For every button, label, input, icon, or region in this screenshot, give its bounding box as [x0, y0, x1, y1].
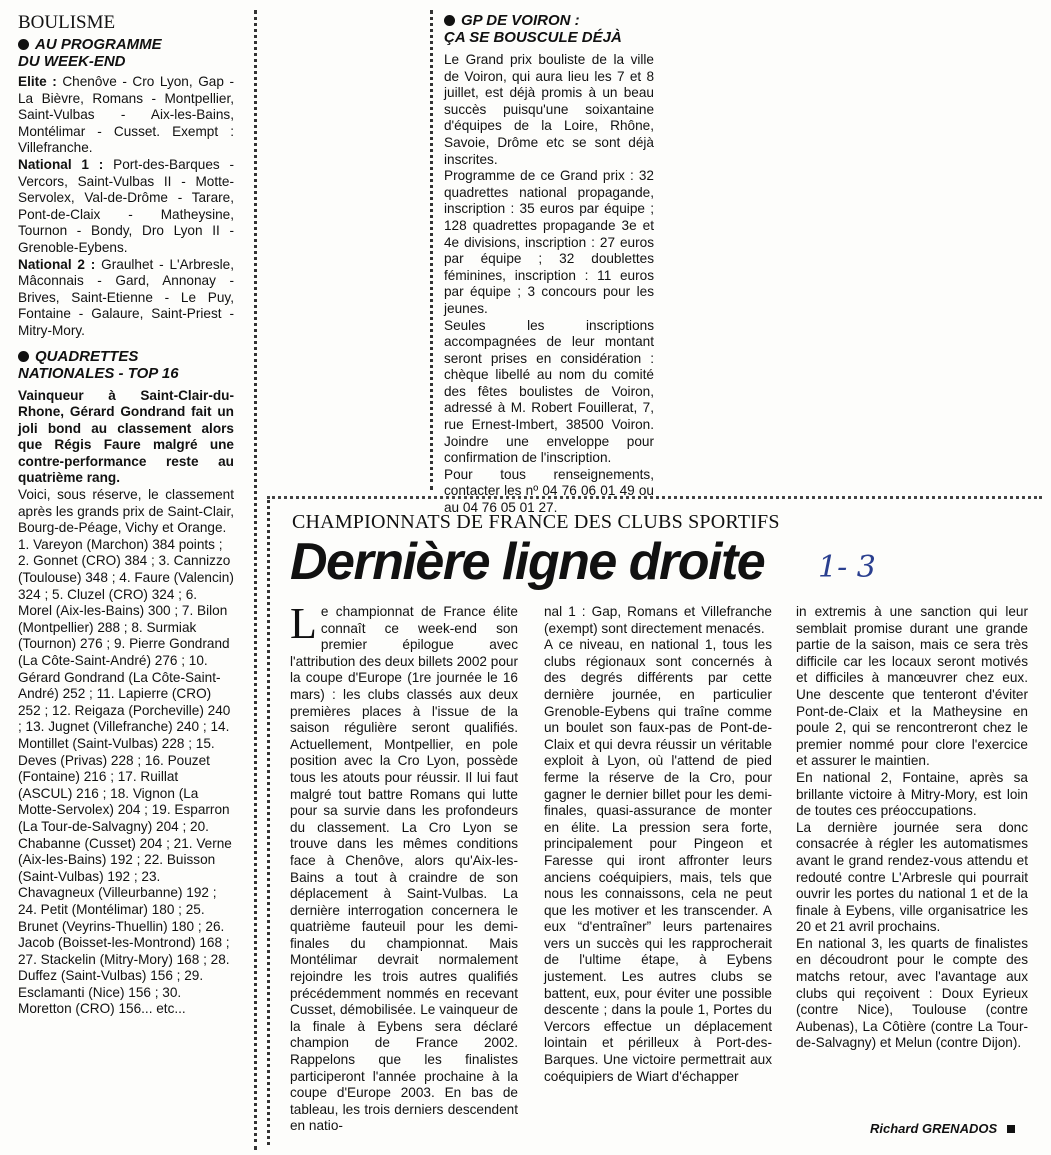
voiron-paragraph: Seules les inscriptions accompagnées de leur montant seront prises en considération : chèque libellé au nom du comité des fêtes boulistes de Voiron, adressé à M. Robert Fouillerat, 7, rue Ernest-Imbert, 38500 Voiron. Joindre une enveloppe pour confirmation de l'inscription. — [444, 317, 654, 466]
quadrettes-lead: Vainqueur à Saint-Clair-du-Rhone, Gérard Gondrand fait un joli bond au classement alors que Régis Faure malgré une contre-performance reste au quatrième rang. — [18, 387, 234, 486]
article-column-2 — [544, 604, 772, 1085]
article-column-3 — [796, 604, 1028, 1052]
box-top-border — [267, 496, 1042, 499]
article-column-1 — [290, 599, 518, 1135]
article-kicker: CHAMPIONNATS DE FRANCE DES CLUBS SPORTIFS — [292, 511, 780, 533]
bullet-icon — [18, 39, 29, 50]
quadrettes-intro: Voici, sous réserve, le classement après les grands prix de Saint-Clair, Bourg-de-Péage, Vichy et Orange. — [18, 487, 234, 536]
programme-heading: AU PROGRAMME DU WEEK-END — [18, 36, 162, 70]
section-label: BOULISME — [18, 12, 116, 33]
voiron-paragraph: Le Grand prix bouliste de la ville de Voiron, qui aura lieu les 7 et 8 juillet, est déjà promis à un beau succès puisqu'une soixantaine d'équipes de la Loire, Rhône, Savoie, Drôme etc se sont déjà inscrites. — [444, 52, 654, 167]
voiron-heading: GP DE VOIRON : ÇA SE BOUSCULE DÉJÀ — [444, 12, 622, 46]
end-square-icon — [1007, 1125, 1015, 1133]
article-paragraph: En national 2, Fontaine, après sa brillante victoire à Mitry-Mory, est loin de toutes ces préoccupations. — [796, 769, 1028, 819]
quadrettes-heading: QUADRETTES NATIONALES - TOP 16 — [18, 347, 179, 382]
voiron-paragraph: Pour tous renseignements, contacter les nº 04 76 06 01 49 ou au 04 76 05 01 27. — [444, 466, 654, 516]
ranking-list: 1. Vareyon (Marchon) 384 points ; 2. Gonnet (CRO) 384 ; 3. Cannizzo (Toulouse) 348 ; 4. Faure (Valencin) 324 ; 5. Cluzel (CRO) 324 ; 6. Morel (Aix-les-Bains) 300 ; 7. Bilon (Montpellier) 288 ; 8. Surmiak (Tournon) 276 ; 9. Pierre Gondrand (La Côte-Saint-André) 276 ; 10. Gérard Gondrand (La Côte-Saint-André) 252 ; 11. Lapierre (CRO) 252 ; 12. Reigaza (Porcheville) 240 ; 13. Jugnet (Villefranche) 240 ; 14. Montillet (Saint-Vulbas) 228 ; 15. Deves (Privas) 228 ; 16. Pouzet (Fontaine) 216 ; 17. Ruillat (ASCUL) 216 ; 18. Vignon (La Motte-Servolex) 204 ; 19. Esparron (La Tour-de-Salvagny) 204 ; 20. Chabanne (Cusset) 204 ; 21. Verne (Aix-les-Bains) 192 ; 22. Buisson (Saint-Vulbas) 192 ; 23. Chavagneux (Villeurbanne) 192 ; 24. Petit (Montélimar) 180 ; 25. Brunet (Veyrins-Thuellin) 180 ; 26. Jacob (Boisset-les-Montrond) 168 ; 27. Stackelin (Mitry-Mory) 168 ; 28. Duffez (Saint-Vulbas) 156 ; 29. Esclamanti (Nice) 156 ; 30. Moretton (CRO) 156... etc... — [18, 536, 234, 1017]
national2-fixtures: National 2 : Graulhet - L'Arbresle, Mâconnais - Gard, Annonay - Brives, Saint-Etienne - Le Puy, Fontaine - Galaure, Saint-Priest - Mitry-Mory. — [18, 256, 234, 338]
elite-fixtures: Elite : Chenôve - Cro Lyon, Gap - La Bièvre, Romans - Montpellier, Saint-Vulbas - Aix-les-Bains, Montélimar - Cusset. Exempt : Villefranche. — [18, 74, 234, 156]
voiron-article — [444, 12, 654, 517]
column-divider-main — [267, 500, 270, 1145]
column-divider-left — [254, 10, 257, 1150]
article-paragraph: in extremis à une sanction qui leur semblait promise durant une grande partie de la saison, mais ce sera très difficile car les locaux seront motivés et difficiles à manœuvrer chez eux. Une descente que tenteront d'éviter Pont-de-Claix et la Matheysine en poule 2, qui se rencontreront chez le premier nommé pour clore l'exercice et assurer le maintien. — [796, 604, 1028, 769]
article-paragraph: Le championnat de France élite connaît ce week-end son premier épilogue avec l'attribution des deux billets 2002 pour la coupe d'Europe (1re journée le 16 mars) : les clubs classés aux deux premières places à l'issue de la saison régulière seront qualifiés. Actuellement, Montpellier, en pole position avec la Cro Lyon, possède tous les atouts pour réussir. Il lui faut malgré tout battre Romans qui lutte pour sa survie dans les profondeurs du classement. La Cro Lyon se trouve dans les mêmes conditions face à Chenôve, alors qu'Aix-les-Bains a tout à craindre de son déplacement à Saint-Vulbas. La dernière interrogation concernera le quatrième fauteuil pour les demi-finales du championnat. Mais Montélimar devrait normalement rejoindre les trois autres qualifiés précédemment nommés en recevant Cusset, démobilisée. Le vainqueur de la finale à Eybens sera déclaré champion de France 2002. Rappelons que les finalistes participeront l'année prochaine à la coupe d'Europe 2003. En bas de tableau, les trois derniers descendent en natio- — [290, 599, 518, 1134]
article-paragraph: En national 3, les quarts de finalistes en découdront pour le compte des matchs retour, avec l'avantage aux clubs qui reçoivent : Doux Eyrieux (contre Nice), Toulouse (contre Aubenas), La Côtière (contre La Tour-de-Salvagny) et Melun (contre Dijon). — [796, 935, 1028, 1051]
article-paragraph: La dernière journée sera donc consacrée à régler les automatismes avant le grand rendez-vous attendu et redouté contre L'Arbresle qui pourrait ouvrir les portes du national 1 et de la finale à Eybens, ville organisatrice les 20 et 21 avril prochains. — [796, 819, 1028, 935]
voiron-paragraph: Programme de ce Grand prix : 32 quadrettes national propagande, inscription : 35 euros par équipe ; 128 quadrettes propagande 3e et 4e divisions, inscription : 27 euros par équipe ; 32 doublettes féminines, inscription : 11 euros par équipe ; 3 concours pour les jeunes. — [444, 168, 654, 316]
article-headline: Dernière ligne droite — [290, 533, 765, 591]
left-column — [18, 12, 234, 1018]
national1-fixtures: National 1 : Port-des-Barques - Vercors, Saint-Vulbas II - Motte-Servolex, Val-de-Drôme - Tarare, Pont-de-Claix - Matheysine, Tournon - Bondy, Dro Lyon II - Grenoble-Eybens. — [18, 156, 235, 255]
byline: Richard GRENADOS — [870, 1121, 1015, 1136]
handwritten-note: 1- 3 — [818, 550, 876, 585]
article-paragraph: nal 1 : Gap, Romans et Villefranche (exempt) sont directement menacés. — [544, 604, 772, 636]
column-divider-mid — [430, 10, 433, 490]
bullet-icon — [444, 15, 455, 26]
article-paragraph: A ce niveau, en national 1, tous les clubs régionaux sont concernés à des degrés différents par cette dernière journée, en particulier Grenoble-Eybens qui traîne comme un boulet son faux-pas de Pont-de-Claix et qui devra réussir un véritable exploit à Lyon, où l'attend de pied ferme la réserve de la Cro, pour gagner le dernier billet pour les demi-finales, quasi-assurance de monter en élite. La pression sera forte, principalement pour Pingeon et Faresse qui iront affronter leurs anciens coéquipiers, mais, tels que nous les connaissons, cela ne peut que les motiver et les transcender. A eux “d'entraîner” leurs partenaires vers un succès qui les rapprocherait de l'ultime étape, à Eybens justement. Les autres clubs se battent, eux, pour éviter une possible descente ; dans la poule 1, Portes du Vercors effectue un déplacement lointain et périlleux à Port-des-Barques. Une victoire permettrait aux coéquipiers de Wiart d'échapper — [544, 637, 772, 1084]
bullet-icon — [18, 351, 29, 362]
drop-cap: L — [290, 599, 317, 648]
